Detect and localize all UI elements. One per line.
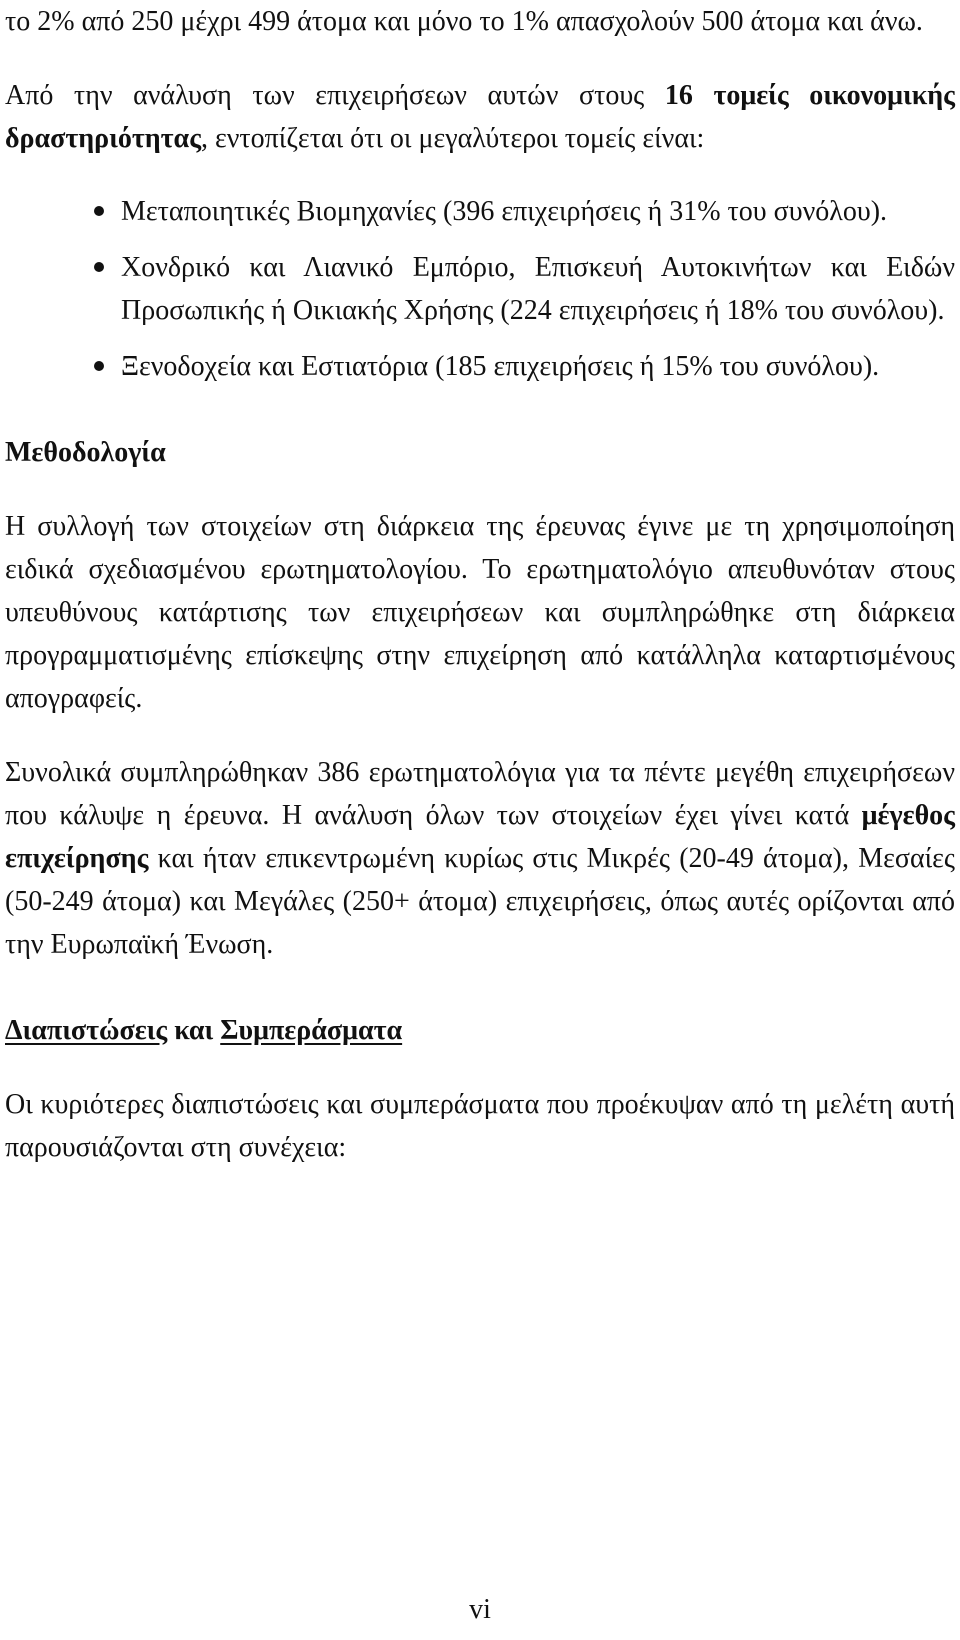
list-item [121, 345, 955, 388]
page-number: vi [469, 1594, 491, 1625]
list-item [121, 246, 955, 332]
methodology-bold: μέγεθος επιχείρησης [5, 800, 955, 874]
list-item-text: Ξενοδοχεία και Εστιατόρια (185 επιχειρήσεις ή 15% του συνόλου). [121, 351, 880, 382]
findings-heading-middle: και [167, 1015, 221, 1046]
bullet-icon [94, 262, 104, 272]
sector-analysis-bold: 16 τομείς οικονομικής δραστηριότητας [5, 80, 955, 154]
methodology-paragraph-2 [5, 751, 955, 966]
list-item [121, 190, 955, 233]
list-item-text: Χονδρικό και Λιανικό Εμπόριο, Επισκευή Αυτοκινήτων και Ειδών Προσωπικής ή Οικιακής Χρήσης (224 επιχειρήσεις ή 18% του συνόλου). [121, 252, 955, 326]
list-item-text: Μεταποιητικές Βιομηχανίες (396 επιχειρήσεις ή 31% του συνόλου). [121, 196, 888, 227]
methodology-paragraph-1: Η συλλογή των στοιχείων στη διάρκεια της έρευνας έγινε με τη χρησιμοποίηση ειδικά σχεδιασμένου ερωτηματολογίου. Το ερωτηματολόγιο απευθυνόταν στους υπευθύνους κατάρτισης των επιχειρήσεων και συμπληρώθηκε στη διάρκεια προγραμματισμένης επίσκεψης στην επιχείρηση από κατάλληλα καταρτισμένους απογραφείς. [5, 511, 955, 714]
intro-paragraph: το 2% από 250 μέχρι 499 άτομα και μόνο το 1% απασχολούν 500 άτομα και άνω. [5, 6, 923, 37]
sector-analysis-paragraph [5, 74, 955, 160]
largest-sectors-list [5, 190, 955, 388]
methodology-text-start: Συνολικά συμπληρώθηκαν 386 ερωτηματολόγια για τα πέντε μεγέθη επιχειρήσεων που κάλυψε η έρευνα. Η ανάλυση όλων των στοιχείων έχει γίνει κατά [5, 757, 955, 831]
methodology-heading: Μεθοδολογία [5, 437, 166, 468]
bullet-icon [94, 206, 104, 216]
document-page [5, 0, 955, 1169]
findings-heading [5, 1009, 955, 1052]
methodology-text-end: και ήταν επικεντρωμένη κυρίως στις Μικρές (20-49 άτομα), Μεσαίες (50-249 άτομα) και Μεγάλες (250+ άτομα) επιχειρήσεις, όπως αυτές ορίζονται από την Ευρωπαϊκή Ένωση. [5, 843, 955, 960]
bullet-icon [94, 361, 104, 371]
findings-heading-part-1: Διαπιστώσεις [5, 1015, 168, 1046]
findings-heading-part-2: Συμπεράσματα [220, 1015, 403, 1046]
sector-analysis-text-start: Από την ανάλυση των επιχειρήσεων αυτών στους [5, 80, 665, 111]
findings-paragraph: Οι κυριότερες διαπιστώσεις και συμπεράσματα που προέκυψαν από τη μελέτη αυτή παρουσιάζονται στη συνέχεια: [5, 1089, 955, 1163]
sector-analysis-text-end: , εντοπίζεται ότι οι μεγαλύτεροι τομείς είναι: [201, 123, 705, 154]
